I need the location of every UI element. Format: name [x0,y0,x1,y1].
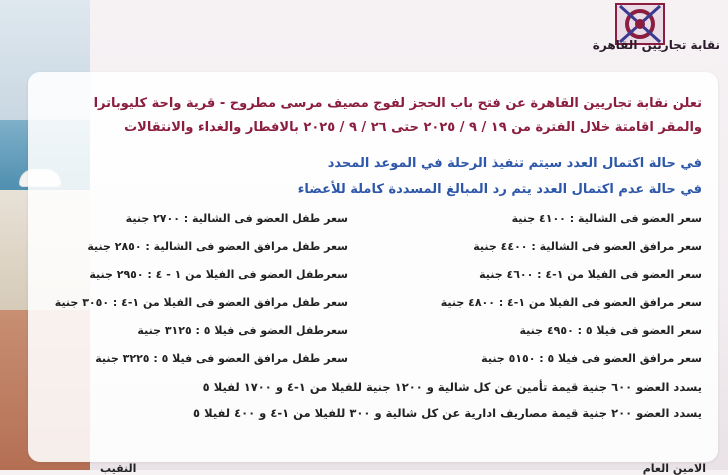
footer-admin-fees-line: يسدد العضو ٢٠٠ جنية قيمة مصاريف ادارية عن كل شالية و ٣٠٠ للفيلا من ١-٤ و ٤٠٠ لفيلا ٥ [193,406,702,420]
price-member-villa-1-4: سعر العضو فى الفيلا من ١-٤ : ٤٦٠٠ جنية [479,268,702,281]
price-child-member-chalet: سعر طفل العضو فى الشالية : ٢٧٠٠ جنية [125,212,348,225]
notice-line-1: في حالة اكتمال العدد سيتم تنفيذ الرحلة في الموعد المحدد [327,156,702,171]
price-companion-chalet: سعر مرافق العضو فى الشالية : ٤٤٠٠ جنية [473,240,702,253]
signature-secretary-general: الامين العام [642,462,706,475]
announcement-line-2: والمقر اقامتة خلال الفترة من ١٩ / ٩ / ٢٠٢٥ حتى ٢٦ / ٩ / ٢٠٢٥ بالافطار والغداء والانتقالات [124,120,702,135]
price-companion-villa-5: سعر مرافق العضو فى فيلا ٥ : ٥١٥٠ جنية [481,352,702,365]
signature-president: النقيب [100,462,137,475]
price-child-member-villa-5: سعرطفل العضو فى فيلا ٥ : ٣١٢٥ جنية [137,324,348,337]
announcement-card [28,72,718,462]
announcement-line-1: تعلن نقابة تجاريين القاهرة عن فتح باب الحجز لفوج مصيف مرسى مطروح - قرية واحة كليوباترا [93,96,702,111]
price-child-companion-villa-5: سعر طفل مرافق العضو فى فيلا ٥ : ٣٢٢٥ جنية [95,352,348,365]
price-child-member-villa-1-4: سعرطفل العضو فى الفيلا من ١ - ٤ : ٢٩٥٠ جنية [89,268,348,281]
price-child-companion-villa-1-4: سعر طفل مرافق العضو فى الفيلا من ١-٤ : ٣٠٥٠ جنية [54,296,348,309]
price-member-chalet: سعر العضو فى الشالية : ٤١٠٠ جنية [511,212,702,225]
price-member-villa-5: سعر العضو فى فيلا ٥ : ٤٩٥٠ جنية [519,324,702,337]
footer-insurance-line: يسدد العضو ٦٠٠ جنية قيمة تأمين عن كل شالية و ١٢٠٠ جنية للفيلا من ١-٤ و ١٧٠٠ لفيلا ٥ [202,380,702,394]
price-companion-villa-1-4: سعر مرافق العضو فى الفيلا من ١-٤ : ٤٨٠٠ جنية [440,296,702,309]
price-child-companion-chalet: سعر طفل مرافق العضو فى الشالية : ٢٨٥٠ جنية [87,240,348,253]
logo-text: نقابة تجاريين القاهرة [592,38,720,52]
notice-line-2: في حالة عدم اكتمال العدد يتم رد المبالغ المسددة كاملة للأعضاء [297,182,702,197]
